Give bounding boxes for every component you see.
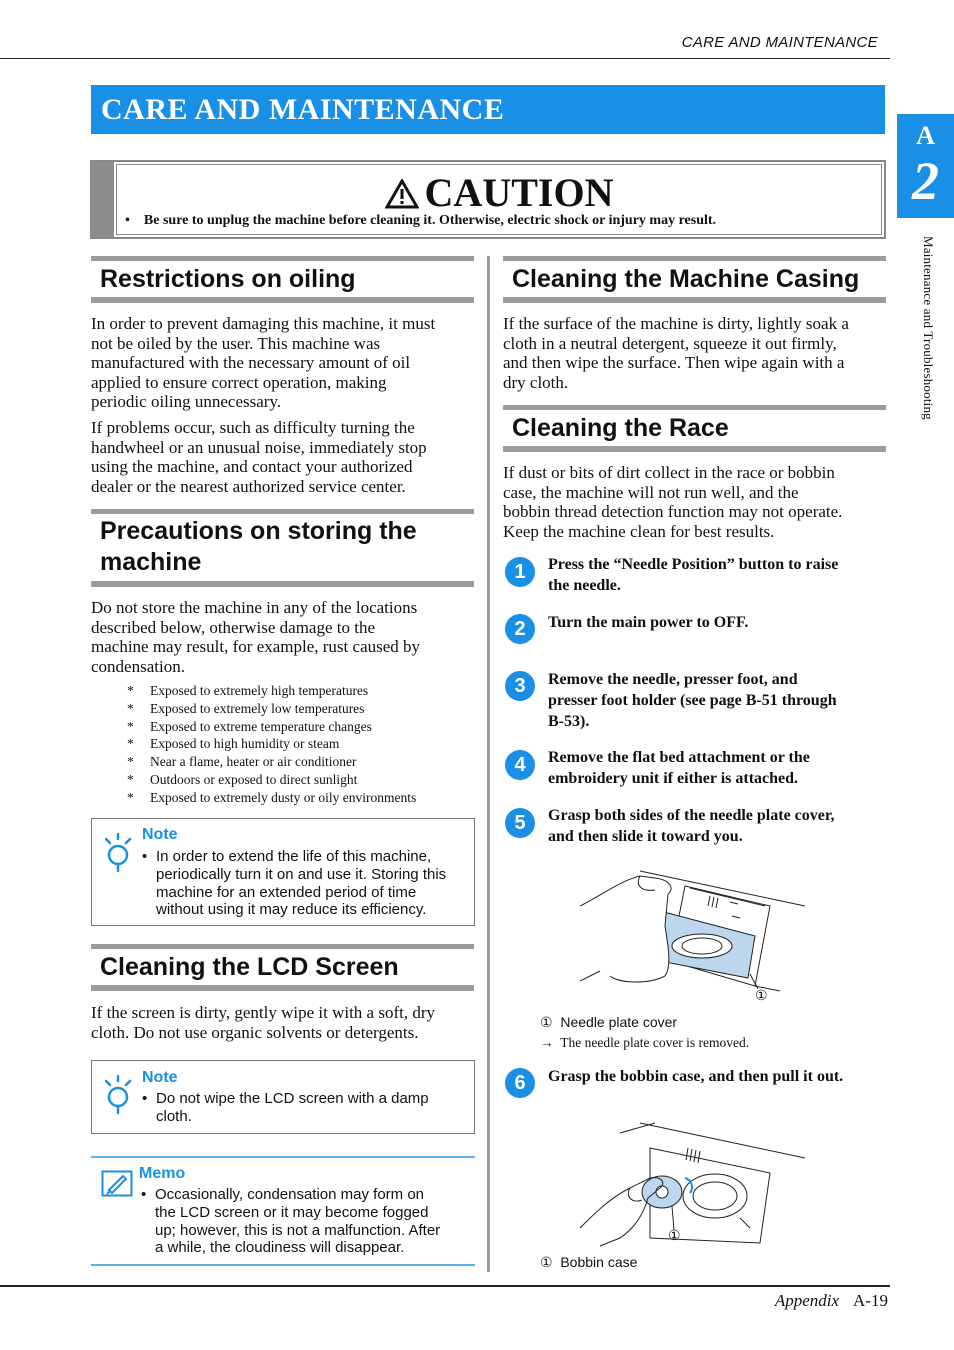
caution-title bbox=[117, 171, 881, 215]
text-line: cloth. bbox=[156, 1107, 192, 1125]
text-line: and then slide it toward you. bbox=[548, 827, 743, 845]
text-line: not be oiled by the user. This machine was bbox=[91, 333, 381, 353]
caution-box bbox=[90, 160, 886, 239]
memo-bullet: • bbox=[141, 1186, 147, 1203]
text-line: case, the machine will not run well, and the bbox=[503, 482, 799, 502]
list-item-text: Exposed to extremely low temperatures bbox=[150, 700, 365, 716]
section-heading-lcd bbox=[91, 944, 474, 991]
text-line: Remove the flat bed attachment or the bbox=[548, 749, 810, 766]
note-item bbox=[142, 848, 472, 919]
text-line: If problems occur, such as difficulty turning the bbox=[91, 418, 415, 437]
text-line: condensation. bbox=[91, 656, 185, 676]
text-line: dealer or the nearest authorized service center. bbox=[91, 476, 406, 496]
section-heading-casing bbox=[503, 256, 886, 303]
caution-message: Be sure to unplug the machine before cleaning it. Otherwise, electric shock or injury may result. bbox=[143, 213, 717, 228]
text-line: machine may result, for example, rust caused by bbox=[91, 637, 421, 656]
text-line: machine for an extended period of time bbox=[156, 883, 417, 901]
result-text: The needle plate cover is removed. bbox=[560, 1035, 750, 1050]
caption-text: Needle plate cover bbox=[560, 1014, 678, 1030]
list-item bbox=[127, 789, 477, 807]
text-line: periodically turn it on and use it. Storing this bbox=[156, 865, 447, 883]
text-line: embroidery unit if either is attached. bbox=[548, 769, 799, 787]
text-line: Press the “Needle Position” button to raise bbox=[548, 556, 839, 573]
text-line: the needle. bbox=[548, 576, 621, 594]
text-line: In order to extend the life of this machine, bbox=[156, 848, 432, 865]
text-line: handwheel or an unusual noise, immediately stop bbox=[91, 437, 427, 457]
text-line: periodic oiling unnecessary. bbox=[91, 392, 282, 411]
section-heading-storing bbox=[91, 509, 474, 587]
text-line: If the screen is dirty, gently wipe it with a soft, dry bbox=[91, 1003, 436, 1022]
text-line: B-53). bbox=[548, 712, 590, 730]
list-item bbox=[127, 718, 477, 736]
text-line: Remove the needle, presser foot, and bbox=[548, 671, 798, 688]
step-1-text bbox=[548, 555, 893, 597]
step-3-badge: 3 bbox=[505, 671, 535, 701]
text-line: and then wipe the surface. Then wipe again with a bbox=[503, 353, 845, 372]
text-line: without using it may reduce its efficiency. bbox=[156, 901, 427, 919]
note-box-storing bbox=[91, 818, 475, 926]
step-2-badge: 2 bbox=[505, 614, 535, 644]
running-header: CARE AND MAINTENANCE bbox=[681, 34, 878, 51]
list-item bbox=[127, 700, 477, 718]
step-5-text bbox=[548, 806, 893, 848]
list-bullet: * bbox=[127, 683, 134, 698]
list-bullet: * bbox=[127, 771, 134, 787]
warning-icon bbox=[385, 179, 419, 209]
side-chapter-label: Maintenance and Troubleshooting bbox=[921, 236, 936, 420]
memo-item bbox=[141, 1186, 471, 1257]
note-bullet: • bbox=[142, 848, 148, 865]
caution-title-text: CAUTION bbox=[424, 170, 614, 215]
text-line: Grasp the bobbin case, and then pull it out. bbox=[548, 1068, 844, 1085]
note-text bbox=[142, 1090, 472, 1126]
caption-number: ① bbox=[540, 1014, 553, 1030]
text-line: bobbin thread detection function may not operate. bbox=[503, 502, 843, 521]
note-label: Note bbox=[142, 826, 178, 843]
heading-oiling-text: Restrictions on oiling bbox=[100, 265, 356, 293]
note-text bbox=[142, 848, 472, 919]
note-box-lcd bbox=[91, 1060, 475, 1134]
note-label: Note bbox=[142, 1069, 178, 1086]
list-item-text: Exposed to high humidity or steam bbox=[150, 736, 340, 752]
step-3-text bbox=[548, 670, 893, 732]
bobbin-case-illustration bbox=[580, 1118, 810, 1248]
page-number: A-19 bbox=[853, 1291, 888, 1310]
note-bullet: • bbox=[142, 1090, 148, 1107]
text-line: Do not store the machine in any of the locations bbox=[91, 598, 418, 617]
note-item bbox=[142, 1090, 472, 1126]
chapter-tab-number: 2 bbox=[912, 151, 939, 211]
heading-storing-line: Precautions on storing the bbox=[100, 517, 417, 545]
oiling-paragraph-1 bbox=[91, 314, 481, 412]
list-item-text: Exposed to extremely high temperatures bbox=[150, 683, 369, 698]
step-2-text bbox=[548, 613, 893, 634]
step-1-badge: 1 bbox=[505, 557, 535, 587]
lcd-paragraph bbox=[91, 1003, 481, 1042]
text-line: manufactured with the necessary amount of oil bbox=[91, 353, 411, 372]
step-6-text bbox=[548, 1067, 893, 1088]
text-line: dry cloth. bbox=[503, 372, 569, 392]
figure-caption-bobbin-case bbox=[540, 1254, 637, 1271]
list-item-text: Outdoors or exposed to direct sunlight bbox=[150, 771, 358, 787]
text-line: If the surface of the machine is dirty, lightly soak a bbox=[503, 314, 849, 333]
text-line: described below, otherwise damage to the bbox=[91, 617, 376, 637]
memo-box-lcd bbox=[91, 1156, 475, 1266]
list-item-text: Exposed to extreme temperature changes bbox=[150, 718, 372, 734]
list-item bbox=[127, 682, 477, 700]
figure-callout-1: ① bbox=[755, 987, 768, 1003]
text-line: In order to prevent damaging this machine, it must bbox=[91, 314, 436, 333]
chapter-tab-letter: A bbox=[916, 121, 935, 150]
page-title: CARE AND MAINTENANCE bbox=[91, 85, 885, 134]
column-divider bbox=[487, 256, 490, 1272]
race-paragraph bbox=[503, 463, 893, 541]
note-lightbulb-icon bbox=[102, 833, 134, 873]
caution-bullet: • bbox=[125, 213, 130, 228]
footer-section: Appendix bbox=[774, 1291, 840, 1310]
step-6-badge: 6 bbox=[505, 1068, 535, 1098]
heading-lcd-text: Cleaning the LCD Screen bbox=[100, 953, 399, 981]
step-5-badge: 5 bbox=[505, 808, 535, 838]
caption-text: Bobbin case bbox=[560, 1254, 638, 1270]
section-heading-oiling bbox=[91, 256, 474, 303]
list-bullet: * bbox=[127, 736, 134, 752]
text-line: up; however, this is not a malfunction. After bbox=[155, 1221, 441, 1239]
text-line: applied to ensure correct operation, making bbox=[91, 372, 387, 392]
list-item-text: Near a flame, heater or air conditioner bbox=[150, 754, 357, 770]
caution-text bbox=[125, 213, 716, 229]
caption-number: ① bbox=[540, 1254, 553, 1270]
text-line: Turn the main power to OFF. bbox=[548, 614, 749, 631]
step-4-text bbox=[548, 748, 893, 790]
list-bullet: * bbox=[127, 718, 134, 734]
casing-paragraph bbox=[503, 314, 893, 392]
figure-result-note bbox=[540, 1035, 749, 1051]
caution-inner bbox=[116, 164, 882, 235]
text-line: using the machine, and contact your authorized bbox=[91, 457, 413, 476]
text-line: presser foot holder (see page B-51 through bbox=[548, 691, 837, 709]
chapter-tab bbox=[897, 114, 954, 218]
list-bullet: * bbox=[127, 789, 134, 805]
memo-pencil-icon bbox=[101, 1170, 133, 1198]
page-footer bbox=[775, 1291, 888, 1311]
needle-plate-cover-illustration bbox=[580, 866, 810, 996]
storage-locations-list bbox=[127, 682, 477, 807]
figure-caption-needle-plate-cover bbox=[540, 1014, 677, 1031]
list-item bbox=[127, 753, 477, 771]
text-line: a while, the cloudiness will disappear. bbox=[155, 1239, 405, 1257]
text-line: Grasp both sides of the needle plate cover, bbox=[548, 807, 835, 824]
text-line: Keep the machine clean for best results. bbox=[503, 521, 775, 541]
list-item bbox=[127, 735, 477, 753]
list-item-text: Exposed to extremely dusty or oily environments bbox=[150, 789, 417, 805]
section-heading-race bbox=[503, 405, 886, 452]
text-line: Occasionally, condensation may form on bbox=[155, 1186, 425, 1203]
heading-race-text: Cleaning the Race bbox=[512, 414, 729, 442]
note-lightbulb-icon bbox=[102, 1075, 134, 1115]
heading-storing-line: machine bbox=[100, 548, 202, 576]
storing-paragraph bbox=[91, 598, 481, 676]
heading-casing-text: Cleaning the Machine Casing bbox=[512, 265, 860, 293]
text-line: the LCD screen or it may become fogged bbox=[155, 1203, 429, 1221]
text-line: If dust or bits of dirt collect in the race or bobbin bbox=[503, 463, 835, 482]
header-rule bbox=[0, 58, 890, 59]
text-line: cloth. Do not use organic solvents or detergents. bbox=[91, 1022, 419, 1042]
oiling-paragraph-2 bbox=[91, 418, 481, 496]
figure-callout-2: ① bbox=[668, 1227, 681, 1243]
result-arrow: → bbox=[540, 1035, 554, 1050]
step-4-badge: 4 bbox=[505, 750, 535, 780]
list-bullet: * bbox=[127, 700, 134, 716]
memo-label: Memo bbox=[139, 1165, 186, 1182]
list-bullet: * bbox=[127, 754, 134, 770]
footer-rule bbox=[0, 1285, 890, 1287]
text-line: Do not wipe the LCD screen with a damp bbox=[156, 1090, 429, 1107]
list-item bbox=[127, 771, 477, 789]
text-line: cloth in a neutral detergent, squeeze it out firmly, bbox=[503, 333, 837, 353]
caution-bar bbox=[92, 162, 114, 237]
memo-text bbox=[141, 1186, 471, 1257]
